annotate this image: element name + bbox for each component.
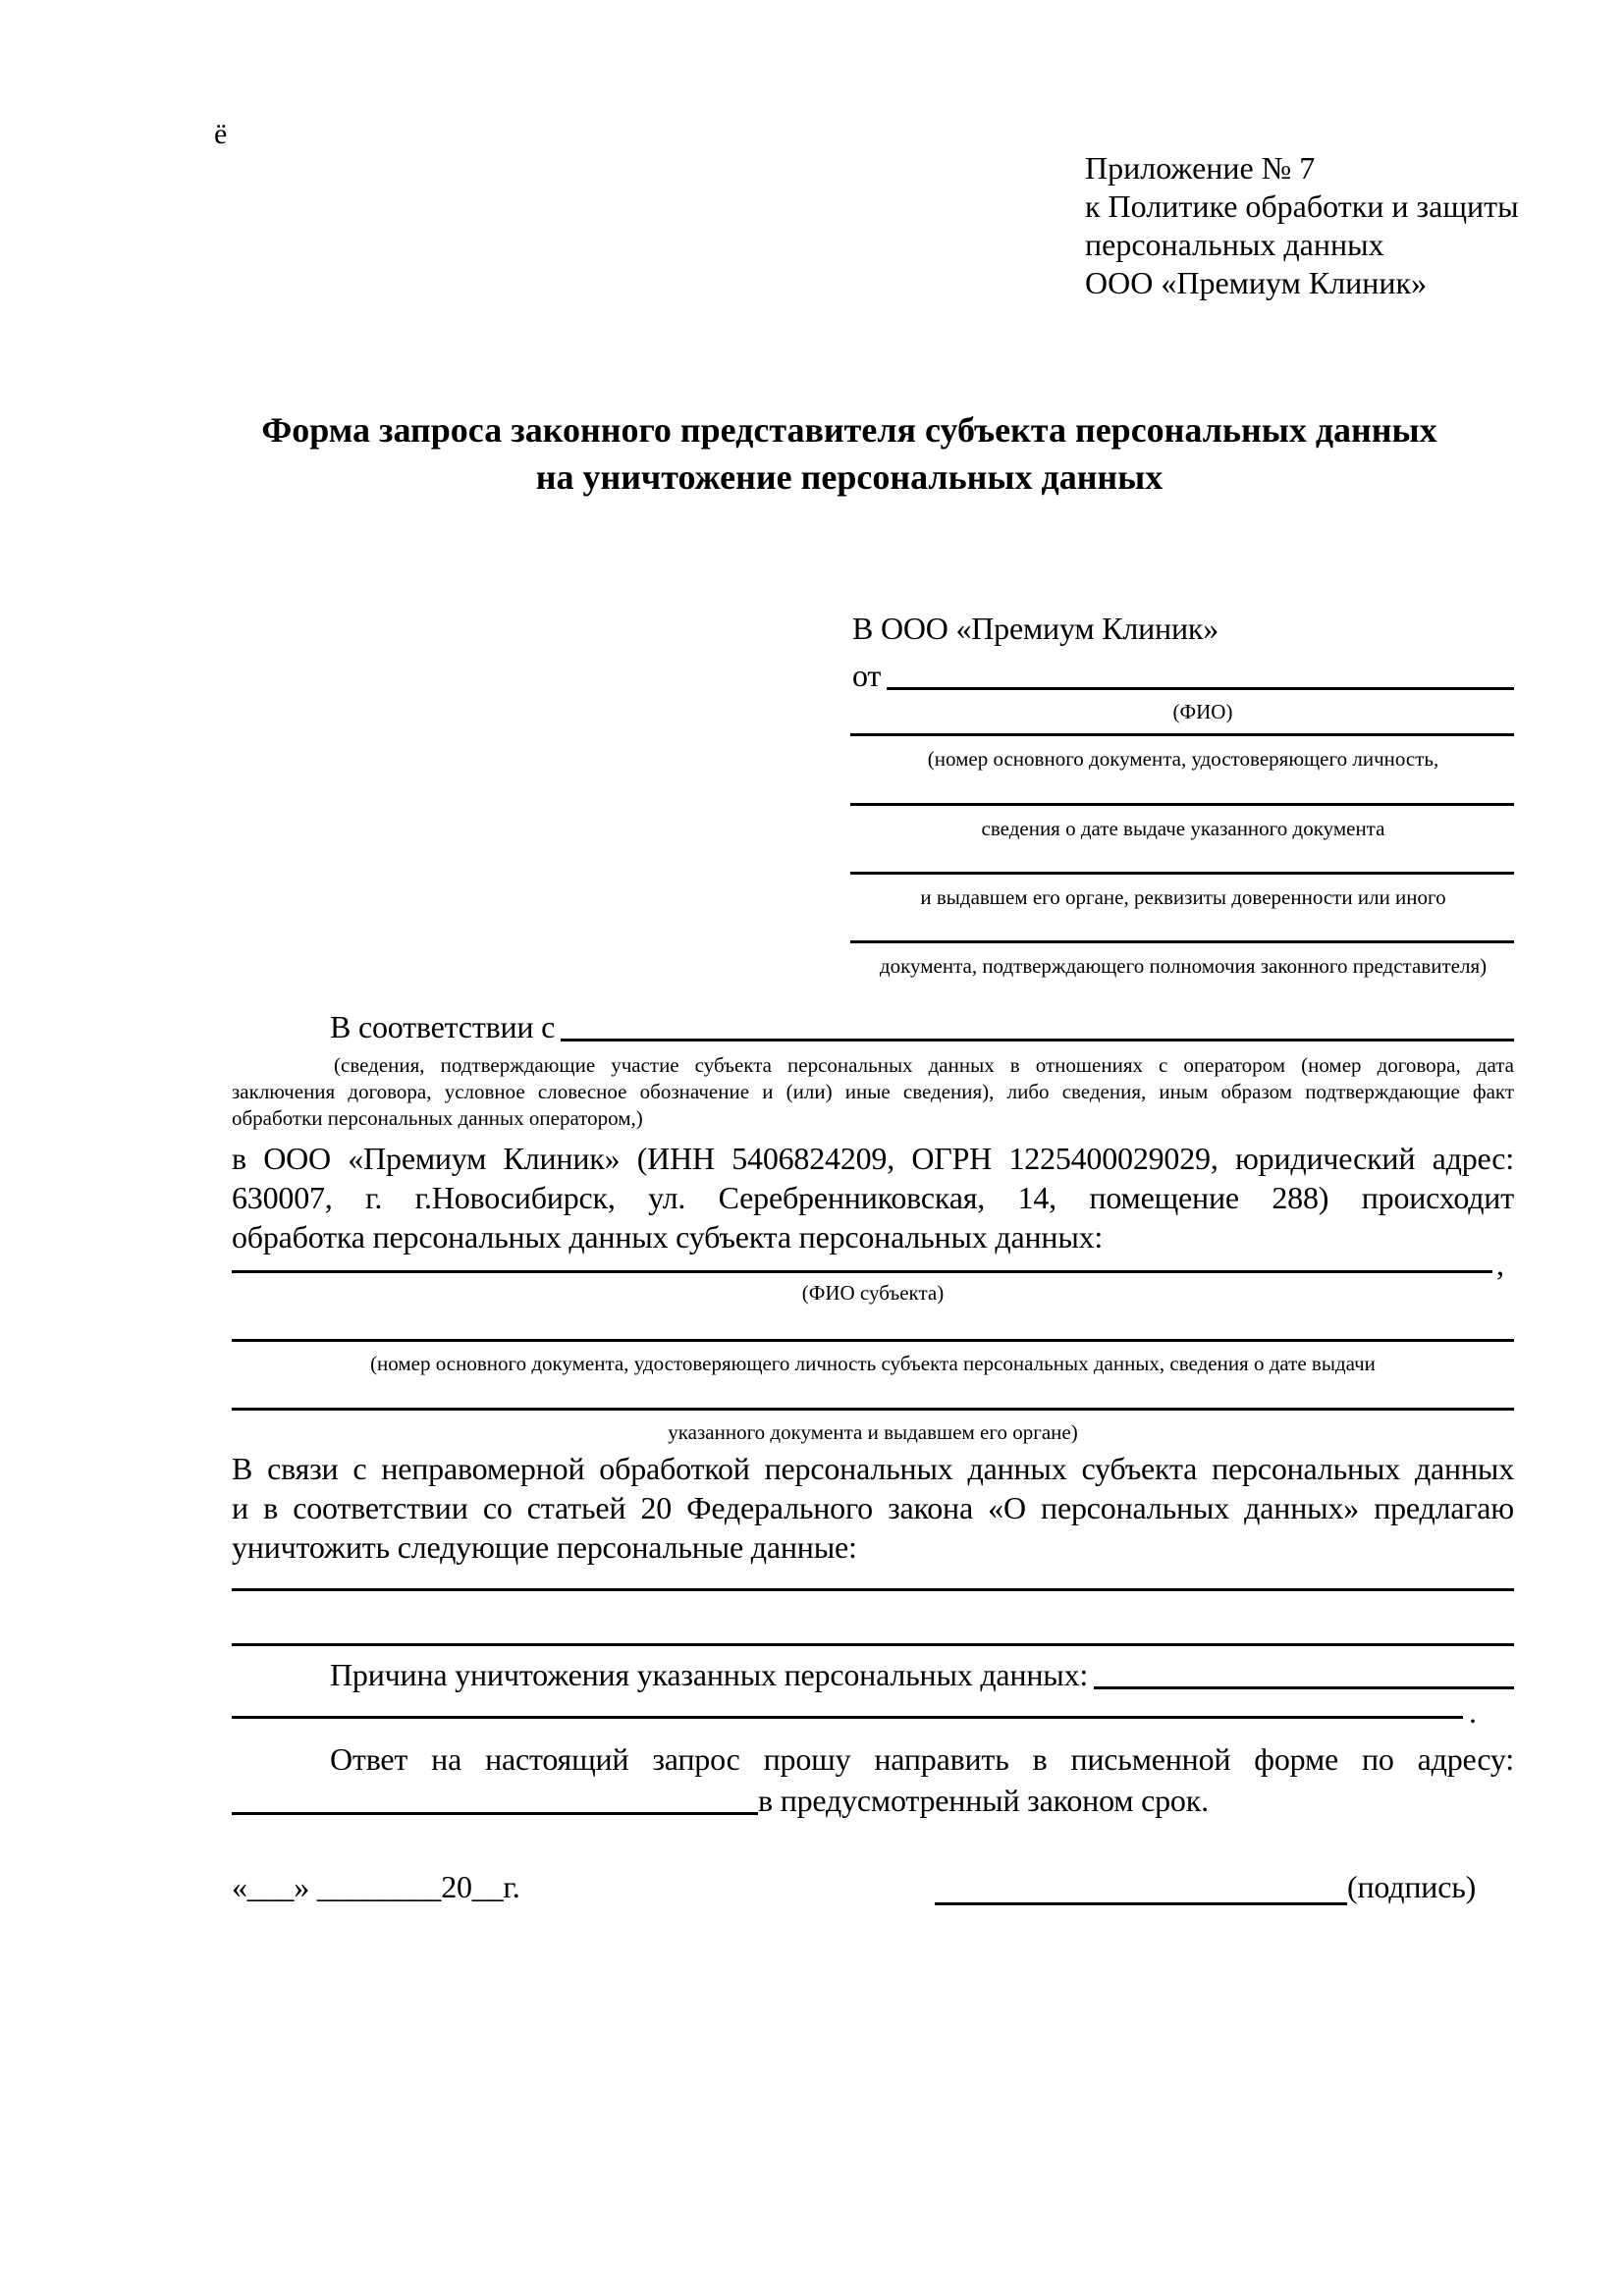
address-blank-line — [232, 1781, 758, 1815]
reason-blank-line — [1094, 1655, 1514, 1689]
signature-caption: (подпись) — [1347, 1869, 1477, 1904]
subject-doc-caption-1: (номер основного документа, удостоверяющего личность субъекта персональных данных, сведения о дате выдачи — [370, 1352, 1376, 1375]
accordance-note-line: обработки персональных данных оператором,) — [232, 1106, 643, 1130]
issue-date-blank-line — [850, 803, 1514, 806]
response-tail: в предусмотренный законом срок. — [758, 1783, 1209, 1818]
unlawful-line: и в соответствии со статьей 20 Федерального закона «О персональных данных» предлагаю — [232, 1490, 1514, 1525]
accordance-note-line: заключения договора, условное словесное обозначение и (или) иные сведения), либо сведения, иным образом подтверждающие факт — [232, 1080, 1514, 1103]
reason-lead: Причина уничтожения указанных персональных данных: — [330, 1657, 1089, 1692]
stray-char: ё — [214, 118, 228, 150]
subject-fio-comma: , — [1496, 1247, 1504, 1282]
appendix-line: Приложение № 7 — [1085, 150, 1316, 186]
date-template: «___» ________20__г. — [232, 1869, 520, 1904]
data-blank-line-1 — [232, 1588, 1514, 1591]
operator-line: обработка персональных данных субъекта персональных данных: — [232, 1219, 1104, 1255]
appendix-line: персональных данных — [1085, 227, 1384, 262]
authority-document-blank-line — [850, 940, 1514, 943]
appendix-line: ООО «Премиум Клиник» — [1085, 265, 1428, 300]
accordance-lead: В соответствии с — [330, 1009, 556, 1044]
subject-doc-caption-2: указанного документа и выдавшем его органе) — [668, 1420, 1078, 1444]
title-line-2: на уничтожение персональных данных — [535, 457, 1164, 497]
authority-document-caption: документа, подтверждающего полномочия законного представителя) — [879, 954, 1488, 978]
reason-blank-line-2 — [232, 1716, 1463, 1719]
accordance-blank-line — [561, 1007, 1514, 1041]
document-title — [172, 406, 1527, 501]
reason-period: . — [1469, 1694, 1477, 1730]
issuing-authority-caption: и выдавшем его органе, реквизиты доверенности или иного — [920, 885, 1446, 909]
accordance-row — [232, 1007, 1514, 1046]
title-line-1: Форма запроса законного представителя субъекта персональных данных — [261, 410, 1437, 450]
accordance-note — [232, 1052, 1514, 1132]
response-tail-row — [232, 1781, 1514, 1820]
operator-paragraph — [232, 1139, 1514, 1256]
unlawful-line: В связи с неправомерной обработкой персональных данных субъекта персональных данных — [232, 1451, 1514, 1486]
data-blank-line-2 — [232, 1643, 1514, 1646]
subject-doc-blank-line-2 — [232, 1408, 1514, 1411]
unlawful-line: уничтожить следующие персональные данные: — [232, 1529, 857, 1565]
doc-number-caption: (номер основного документа, удостоверяющего личность, — [927, 747, 1439, 771]
issuing-authority-blank-line — [850, 872, 1514, 875]
subject-fio-blank-line — [232, 1270, 1492, 1273]
doc-number-blank-line — [850, 733, 1514, 736]
reason-row — [232, 1655, 1514, 1694]
fio-caption: (ФИО) — [1172, 700, 1233, 723]
from-label: от — [852, 658, 882, 693]
appendix-line: к Политике обработки и защиты — [1085, 188, 1519, 224]
fio-blank-line — [887, 656, 1514, 690]
addressee-from-row — [852, 656, 1514, 695]
subject-fio-caption: (ФИО субъекта) — [801, 1281, 945, 1305]
operator-line: 630007, г. г.Новосибирск, ул. Серебренниковская, 14, помещение 288) происходит — [232, 1180, 1514, 1215]
addressee-block — [852, 609, 1514, 1001]
appendix-block — [1085, 149, 1546, 302]
subject-doc-blank-line — [232, 1339, 1514, 1342]
signature-blank-line — [935, 1902, 1347, 1905]
accordance-note-line: (сведения, подтверждающие участие субъекта персональных данных в отношениях с оператором (номер договора, дата — [334, 1053, 1514, 1077]
operator-line: в ООО «Премиум Клиник» (ИНН 5406824209, ОГРН 1225400029029, юридический адрес: — [232, 1141, 1514, 1176]
addressee-to: В ООО «Премиум Клиник» — [852, 611, 1219, 646]
issue-date-caption: сведения о дате выдаче указанного документа — [981, 817, 1385, 840]
unlawful-paragraph — [232, 1449, 1514, 1567]
response-line: Ответ на настоящий запрос прошу направить в письменной форме по адресу: — [330, 1741, 1514, 1777]
